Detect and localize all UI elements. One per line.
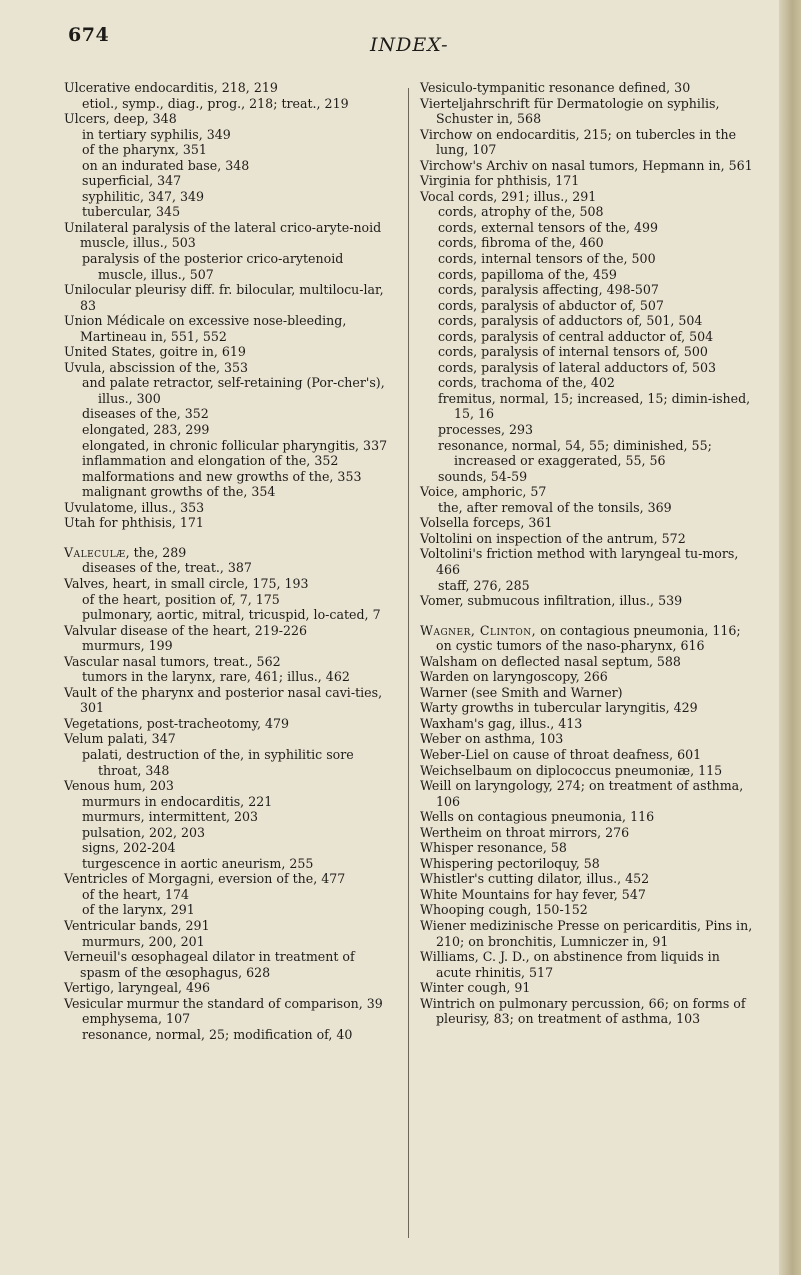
index-subentry: tubercular, 345 [82,204,181,220]
index-entry: Voltolini on inspection of the antrum, 572 [420,530,686,546]
index-entry: Waxham's gag, illus., 413 [420,715,583,731]
index-entry: Warty growths in tubercular laryngitis, 429 [420,700,698,716]
index-entry: Uvula, abscission of the, 353 [64,359,249,375]
index-entry: Valves, heart, in small circle, 175, 193 [64,575,309,591]
index-entry: Whispering pectoriloquy, 58 [420,855,600,871]
index-entry: Ventricles of Morgagni, eversion of the, 477 [64,871,346,887]
index-column-right [420,80,755,1027]
index-entry: Vault of the pharynx and posterior nasal cavi-ties, 301 [64,684,383,716]
index-entry: Valvular disease of the heart, 219-226 [64,622,308,638]
index-subentry: signs, 202-204 [82,840,176,856]
index-entry: Ulcers, deep, 348 [64,111,177,127]
index-entry: Union Médicale on excessive nose-bleeding, Martineau in, 551, 552 [64,313,347,344]
index-entry: Virginia for phthisis, 171 [420,173,580,189]
index-entry: Vegetations, post-tracheotomy, 479 [64,715,290,731]
index-subentry: etiol., symp., diag., prog., 218; treat., 219 [82,95,349,111]
index-entry: Utah for phthisis, 171 [64,515,204,531]
index-subentry: cords, internal tensors of the, 500 [438,251,656,267]
index-subentry: superficial, 347 [82,173,182,189]
index-entry: Velum palati, 347 [64,731,176,747]
page-edge [779,0,801,1275]
index-entry: Walsham on deflected nasal septum, 588 [420,653,681,669]
index-subentry: of the larynx, 291 [82,902,195,918]
index-entry: Volsella forceps, 361 [420,515,553,531]
index-entry: Vomer, submucous infiltration, illus., 539 [420,593,683,609]
index-subentry: murmurs, 199 [82,638,173,654]
index-subentry: tumors in the larynx, rare, 461; illus., 462 [82,669,350,685]
index-entry: Valeculæ, the, 289 [64,544,187,560]
index-entry: Unilocular pleurisy diff. fr. bilocular, multilocu-lar, 83 [64,282,384,313]
index-entry: Ulcerative endocarditis, 218, 219 [64,80,278,95]
index-entry: Vesiculo-tympanitic resonance defined, 30 [420,80,691,95]
index-subentry: malignant growths of the, 354 [82,484,276,500]
index-subentry: sounds, 54-59 [438,468,528,484]
index-entry: Virchow on endocarditis, 215; on tubercles in the lung, 107 [420,126,737,158]
index-entry: Winter cough, 91 [420,980,531,996]
index-subentry: elongated, in chronic follicular pharyngitis, 337 [82,437,388,453]
index-subentry: cords, fibroma of the, 460 [438,235,604,251]
running-head: INDEX- [370,34,449,56]
index-entry: Whisper resonance, 58 [420,840,567,856]
index-subentry: cords, paralysis affecting, 498-507 [438,282,659,298]
index-subentry: pulsation, 202, 203 [82,824,206,840]
index-entry: Unilateral paralysis of the lateral crico-aryte-noid muscle, illus., 503 [64,219,382,251]
index-subentry: in tertiary syphilis, 349 [82,126,231,142]
index-column-left [64,80,394,1042]
index-subentry: resonance, normal, 54, 55; diminished, 55; increased or exaggerated, 55, 56 [438,437,712,469]
index-entry: Vocal cords, 291; illus., 291 [420,188,597,204]
index-subentry: pulmonary, aortic, mitral, tricuspid, lo-cated, 7 [82,607,381,623]
index-subentry: the, after removal of the tonsils, 369 [438,499,672,515]
index-subentry: elongated, 283, 299 [82,422,210,438]
index-entry: Verneuil's œsophageal dilator in treatment of spasm of the œsophagus, 628 [64,949,355,980]
index-subentry: malformations and new growths of the, 353 [82,468,362,484]
index-entry: Whooping cough, 150-152 [420,902,588,918]
index-entry: Weichselbaum on diplococcus pneumoniæ, 115 [420,762,723,778]
index-subentry: murmurs, 200, 201 [82,933,205,949]
index-subentry: cords, paralysis of adductors of, 501, 504 [438,313,703,329]
index-subentry: inflammation and elongation of the, 352 [82,453,339,469]
index-entry: Vascular nasal tumors, treat., 562 [64,653,281,669]
index-entry: Weber on asthma, 103 [420,731,564,747]
index-subentry: murmurs, intermittent, 203 [82,809,259,825]
index-entry: Williams, C. J. D., on abstinence from liquids in acute rhinitis, 517 [420,949,720,980]
index-entry: White Mountains for hay fever, 547 [420,886,646,902]
index-subentry: emphysema, 107 [82,1011,191,1027]
index-entry: Vierteljahrschrift für Dermatologie on syphilis, Schuster in, 568 [420,95,720,127]
index-entry: United States, goitre in, 619 [64,344,246,360]
index-entry: Vertigo, laryngeal, 496 [64,980,211,996]
index-subentry: processes, 293 [438,422,534,438]
index-subentry: cords, paralysis of internal tensors of, 500 [438,344,708,360]
index-subentry: cords, paralysis of lateral adductors of, 503 [438,359,717,375]
index-entry: Warner (see Smith and Warner) [420,684,623,700]
index-subentry: cords, external tensors of the, 499 [438,219,658,235]
index-subentry: diseases of the, 352 [82,406,209,422]
index-entry: Warden on laryngoscopy, 266 [420,669,608,685]
index-entry: Uvulatome, illus., 353 [64,499,205,515]
index-subentry: murmurs in endocarditis, 221 [82,793,273,809]
index-entry: Weill on laryngology, 274; on treatment of asthma, 106 [420,778,744,809]
index-subentry: syphilitic, 347, 349 [82,188,205,204]
index-subentry: diseases of the, treat., 387 [82,560,252,576]
index-entry: Wagner, Clinton, on contagious pneumonia, 116; on cystic tumors of the naso-pharynx, 616 [420,622,741,654]
index-entry: Whistler's cutting dilator, illus., 452 [420,871,650,887]
index-subentry: of the heart, 174 [82,886,190,902]
index-subentry: of the heart, position of, 7, 175 [82,591,280,607]
index-entry: Wintrich on pulmonary percussion, 66; on forms of pleurisy, 83; on treatment of asthma, 103 [420,995,746,1027]
index-subentry: fremitus, normal, 15; increased, 15; dimin-ished, 15, 16 [438,390,751,422]
index-entry: Wells on contagious pneumonia, 116 [420,809,655,825]
index-subentry: resonance, normal, 25; modification of, 40 [82,1026,353,1042]
index-subentry: of the pharynx, 351 [82,142,207,158]
index-entry: Weber-Liel on cause of throat deafness, 601 [420,746,702,762]
index-entry: Vesicular murmur the standard of comparison, 39 [64,995,383,1011]
index-subentry: palati, destruction of the, in syphilitic sore throat, 348 [82,746,354,778]
index-subentry: paralysis of the posterior crico-arytenoid muscle, illus., 507 [82,251,344,282]
index-subentry: cords, papilloma of the, 459 [438,266,617,282]
index-subentry: on an indurated base, 348 [82,157,250,173]
index-entry: Voice, amphoric, 57 [420,484,547,500]
page-number: 674 [68,24,110,46]
index-subentry: cords, trachoma of the, 402 [438,375,615,391]
index-entry: Voltolini's friction method with laryngeal tu-mors, 466 [420,546,739,577]
index-entry: Wertheim on throat mirrors, 276 [420,824,630,840]
index-subentry: cords, paralysis of central adductor of, 504 [438,328,714,344]
index-entry: Ventricular bands, 291 [64,917,210,933]
index-subentry: cords, atrophy of the, 508 [438,204,604,220]
index-entry: Wiener medizinische Presse on pericarditis, Pins in, 210; on bronchitis, Lumniczer in, 91 [420,917,753,949]
index-subentry: staff, 276, 285 [438,577,530,593]
index-subentry: cords, paralysis of abductor of, 507 [438,297,664,313]
column-divider [408,88,409,1238]
index-entry: Venous hum, 203 [64,778,174,794]
index-subentry: turgescence in aortic aneurism, 255 [82,855,314,871]
index-entry: Virchow's Archiv on nasal tumors, Hepmann in, 561 [420,157,753,173]
index-subentry: and palate retractor, self-retaining (Por-cher's), illus., 300 [82,375,385,406]
